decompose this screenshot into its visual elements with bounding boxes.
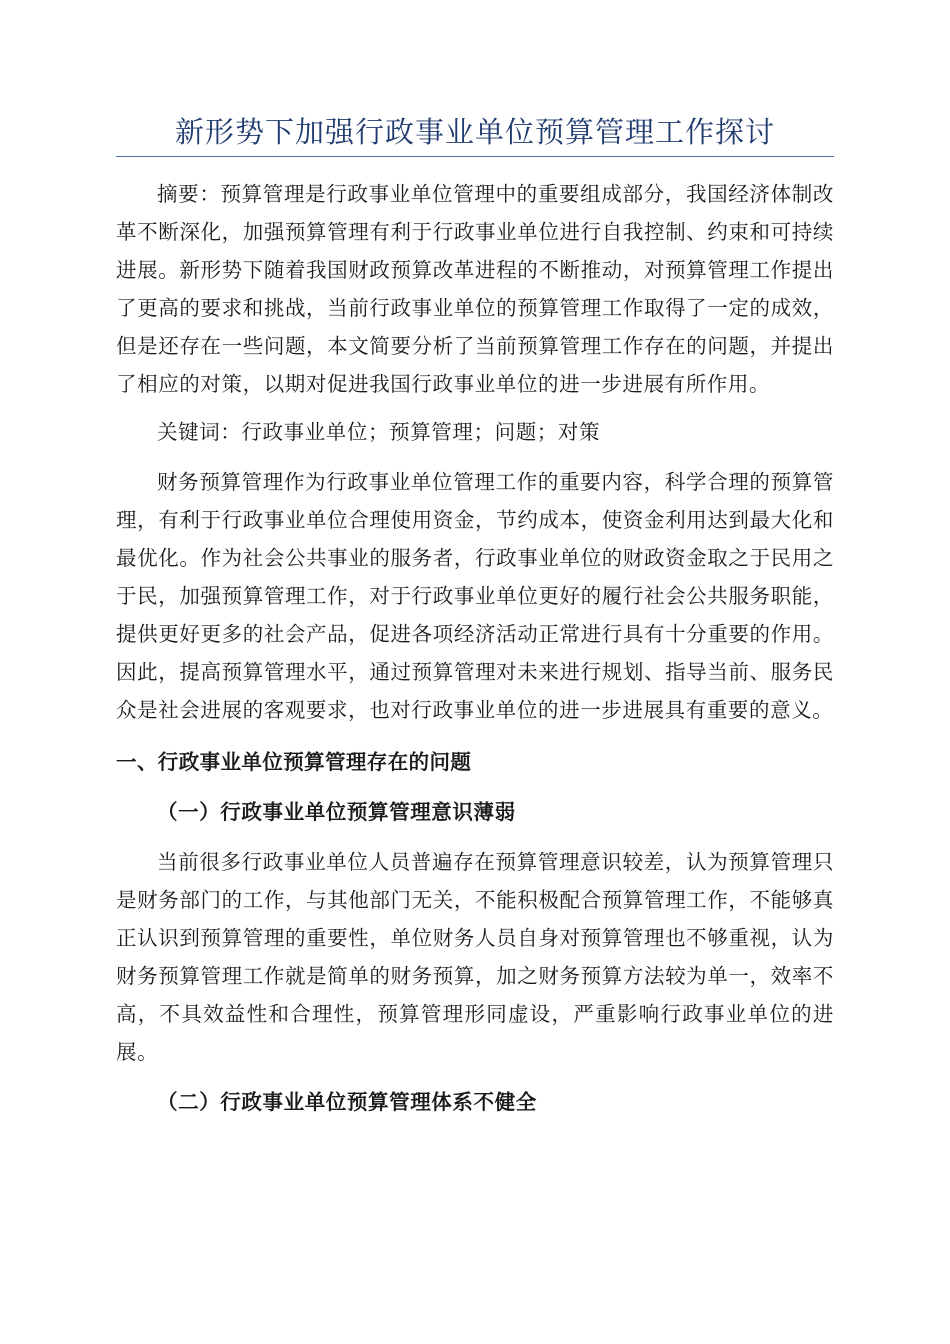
abstract-paragraph: 摘要：预算管理是行政事业单位管理中的重要组成部分，我国经济体制改革不断深化，加强预算管理有利于行政事业单位进行自我控制、约束和可持续进展。新形势下随着我国财政预算改革进程的不断推动，对预算管理工作提出了更高的要求和挑战，当前行政事业单位的预算管理工作取得了一定的成效，但是还存在一些问题，本文简要分析了当前预算管理工作存在的问题，并提出了相应的对策，以期对促进我国行政事业单位的进一步进展有所作用。 xyxy=(116,182,834,396)
section-1-heading: 一、行政事业单位预算管理存在的问题 xyxy=(116,750,472,774)
subsection-2-heading: （二）行政事业单位预算管理体系不健全 xyxy=(157,1090,537,1114)
subsection-1-paragraph: 当前很多行政事业单位人员普遍存在预算管理意识较差，认为预算管理只是财务部门的工作，与其他部门无关，不能积极配合预算管理工作，不能够真正认识到预算管理的重要性，单位财务人员自身对预算管理也不够重视，认为财务预算管理工作就是简单的财务预算，加之财务预算方法较为单一，效率不高，不具效益性和合理性，预算管理形同虚设，严重影响行政事业单位的进展。 xyxy=(116,850,834,1064)
document-page xyxy=(116,110,834,1121)
document-title: 新形势下加强行政事业单位预算管理工作探讨 xyxy=(116,110,834,157)
intro-paragraph: 财务预算管理作为行政事业单位管理工作的重要内容，科学合理的预算管理，有利于行政事业单位合理使用资金，节约成本，使资金利用达到最大化和最优化。作为社会公共事业的服务者，行政事业单位的财政资金取之于民用之于民，加强预算管理工作，对于行政事业单位更好的履行社会公共服务职能，提供更好更多的社会产品，促进各项经济活动正常进行具有十分重要的作用。因此，提高预算管理水平，通过预算管理对未来进行规划、指导当前、服务民众是社会进展的客观要求，也对行政事业单位的进一步进展具有重要的意义。 xyxy=(116,470,834,722)
subsection-1-heading: （一）行政事业单位预算管理意识薄弱 xyxy=(157,800,516,824)
keywords-paragraph: 关键词：行政事业单位；预算管理；问题；对策 xyxy=(157,420,601,444)
